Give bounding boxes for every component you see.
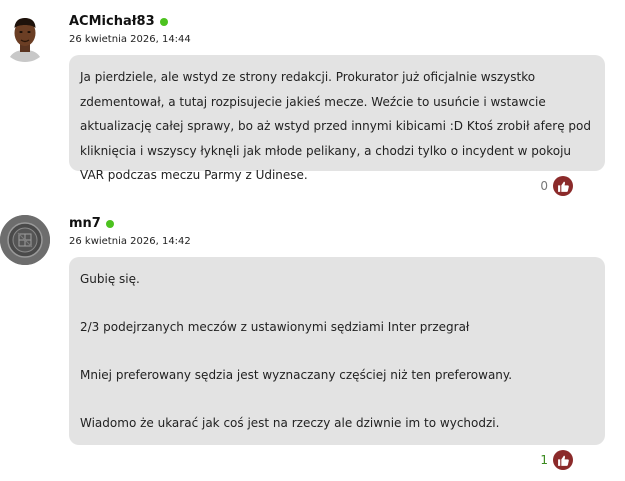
thumbs-up-icon (557, 454, 570, 467)
like-button[interactable] (553, 176, 573, 196)
comment-body (69, 257, 605, 445)
username[interactable] (69, 14, 168, 29)
thumbs-up-icon (557, 180, 570, 193)
comment-text: Ja pierdziele, ale wstyd ze strony redakcji. Prokurator już oficjalnie wszystko zdementował, a tutaj rozpisujecie jakieś mecze. Weźcie to usuńcie i wstawcie aktualizację całej sprawy, bo aż wstyd przed innymi kibicami :D Ktoś zrobił aferę pod kliknięcia i wszyscy łyknęli jak młode pelikany, a chodzi tylko o incydent w pokoju VAR podczas meczu Parmy z Udinese. (80, 70, 591, 182)
likes-count: 0 (540, 179, 548, 193)
comment-date: 26 kwietnia 2026, 14:42 (69, 236, 191, 247)
comment-paragraph: 2/3 podejrzanych meczów z ustawionymi sędziami Inter przegrał (80, 320, 470, 334)
comment-paragraph: Wiadomo że ukarać jak coś jest na rzeczy ale dziwnie im to wychodzi. (80, 416, 500, 430)
likes-count: 1 (540, 453, 548, 467)
likes (540, 450, 573, 470)
username-label[interactable]: ACMichał83 (69, 14, 155, 29)
comment-date: 26 kwietnia 2026, 14:44 (69, 34, 191, 45)
likes (540, 176, 573, 196)
online-status-icon (106, 220, 114, 228)
username-label[interactable]: mn7 (69, 216, 101, 231)
like-button[interactable] (553, 450, 573, 470)
username[interactable] (69, 216, 114, 231)
comment-paragraph: Gubię się. (80, 272, 140, 286)
online-status-icon (160, 18, 168, 26)
avatar[interactable] (0, 215, 50, 265)
avatar[interactable] (0, 12, 50, 62)
comment-paragraph: Mniej preferowany sędzia jest wyznaczany częściej niż ten preferowany. (80, 368, 513, 382)
comment-body (69, 55, 605, 182)
